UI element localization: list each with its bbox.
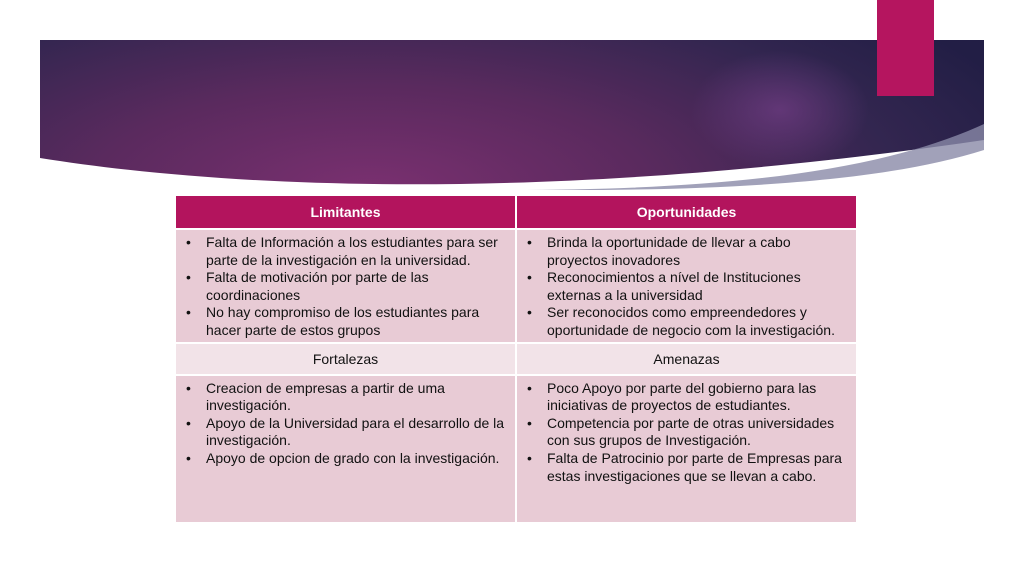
list-item: • Creacion de empresas a partir de uma investigación. <box>184 380 507 415</box>
list-item: • Apoyo de la Universidad para el desarrollo de la investigación. <box>184 415 507 450</box>
list-item: • Competencia por parte de otras universidades con sus grupos de Investigación. <box>525 415 848 450</box>
header-limitantes: Limitantes <box>175 195 516 229</box>
cell-amenazas <box>516 375 857 523</box>
cell-oportunidades <box>516 229 857 343</box>
list-item: • Poco Apoyo por parte del gobierno para las iniciativas de proyectos de estudiantes. <box>525 380 848 415</box>
list-item: • Reconocimientos a nível de Instituciones externas a la universidad <box>525 269 848 304</box>
swot-table <box>174 194 858 524</box>
list-item: • Falta de motivación por parte de las coordinaciones <box>184 269 507 304</box>
list-item: • Ser reconocidos como empreendedores y oportunidade de negocio com la investigación. <box>525 304 848 339</box>
subheader-row <box>175 343 857 375</box>
list-item: • No hay compromiso de los estudiantes para hacer parte de estos grupos <box>184 304 507 339</box>
list-item: • Brinda la oportunidade de llevar a cabo proyectos inovadores <box>525 234 848 269</box>
list-item: • Falta de Patrocinio por parte de Empresas para estas investigaciones que se llevan a cabo. <box>525 450 848 485</box>
list-item: • Apoyo de opcion de grado con la investigación. <box>184 450 507 468</box>
list-item: • Falta de Información a los estudiantes para ser parte de la investigación en la universidad. <box>184 234 507 269</box>
subheader-amenazas: Amenazas <box>516 343 857 375</box>
title-banner <box>40 40 984 190</box>
cell-limitantes <box>175 229 516 343</box>
header-row <box>175 195 857 229</box>
banner-wave <box>40 40 984 190</box>
cell-fortalezas <box>175 375 516 523</box>
subheader-fortalezas: Fortalezas <box>175 343 516 375</box>
table-row <box>175 229 857 343</box>
table-row <box>175 375 857 523</box>
accent-block <box>877 0 934 96</box>
header-oportunidades: Oportunidades <box>516 195 857 229</box>
